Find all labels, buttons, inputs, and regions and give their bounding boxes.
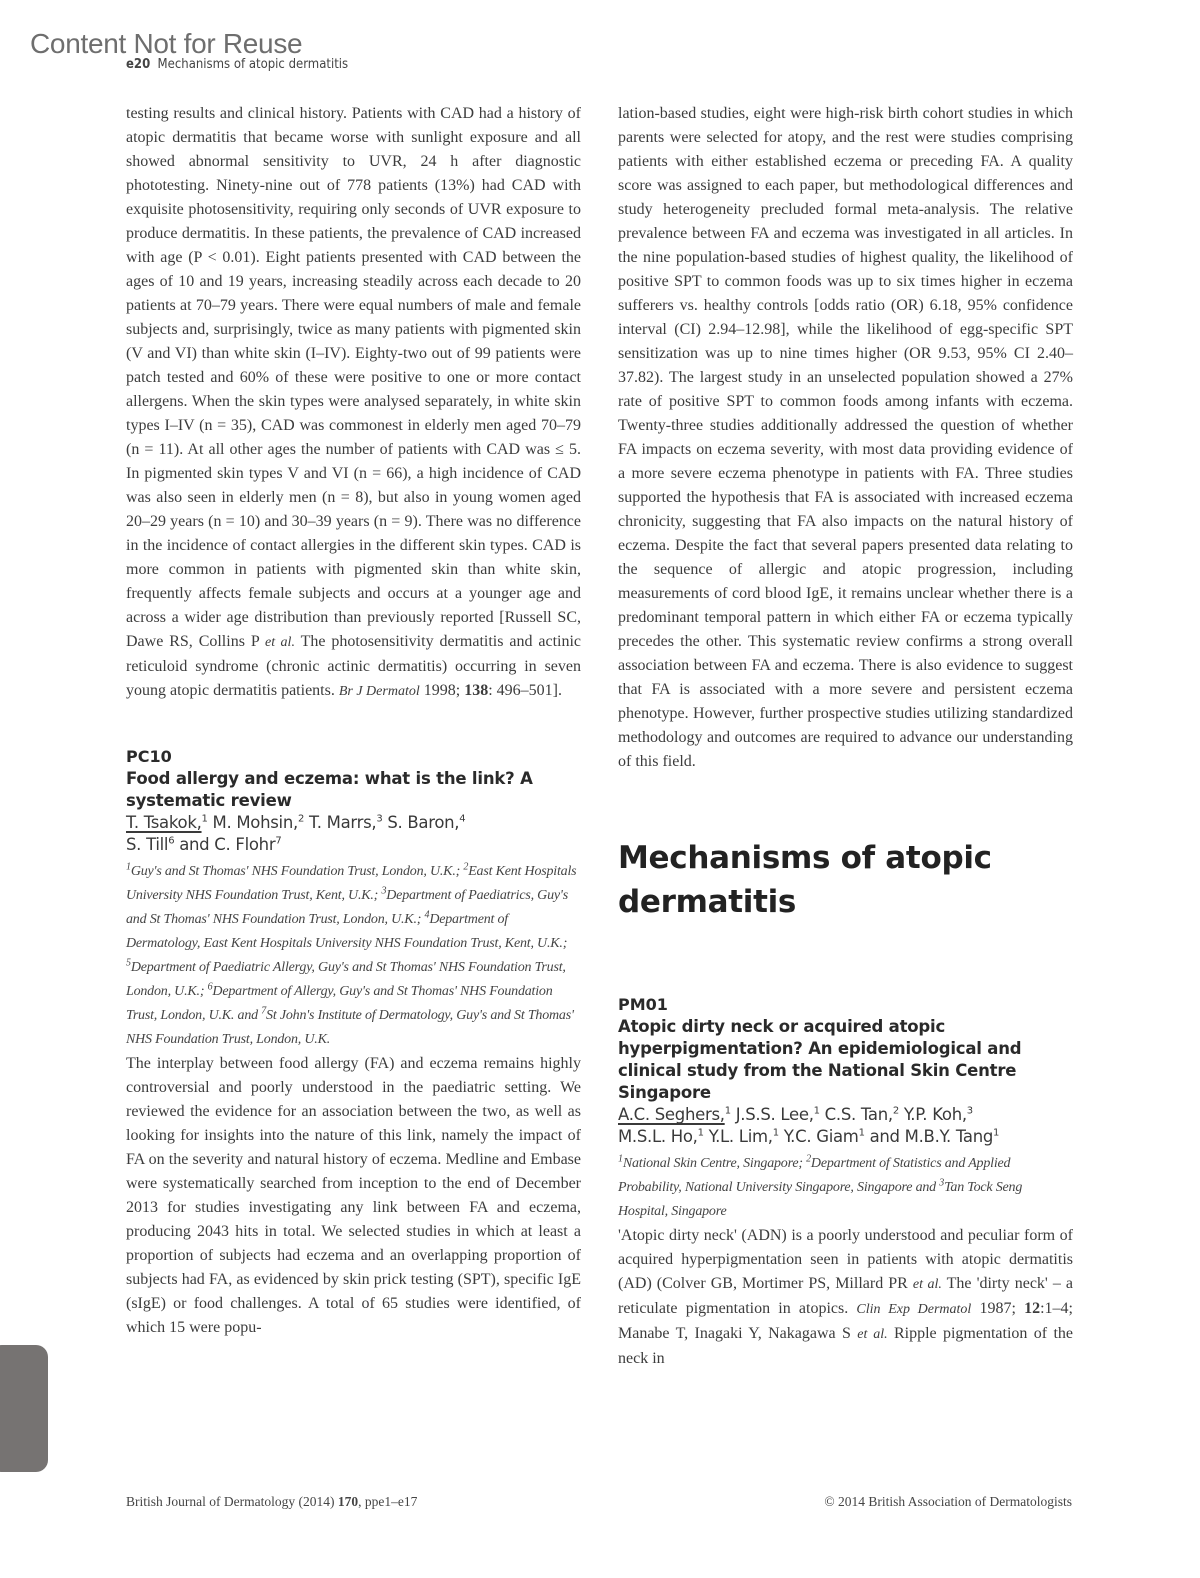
reference-year: 1987; — [971, 1300, 1025, 1317]
affil-sup: 5 — [126, 957, 131, 969]
affiliation: Department of Allergy, Guy's and St Thomas' NHS Foundation Trust, London, U.K. and — [126, 984, 553, 1023]
affil-sup: 1 — [126, 861, 131, 873]
body-text: The 'dirty neck' – a reticulate pigmentation in atopics. — [618, 1275, 1074, 1317]
footer-citation — [126, 1494, 417, 1510]
presenting-author: A.C. Seghers, — [618, 1105, 725, 1124]
reference-volume: 138 — [464, 682, 489, 699]
reference-volume: 12 — [1024, 1300, 1041, 1317]
author-sup: 7 — [275, 835, 282, 847]
continued-text: testing results and clinical history. Patients with CAD had a history of atopic dermatitis that became worse with sunlight exposure and all showed abnormal sensitivity to UVR, 24 h after diagnostic phototesting. Ninety-nine out of 778 patients (13%) had CAD with exquisite photosensitivity, requiring only seconds of UVR exposure to produce dermatitis. In these patients, the prevalence of CAD increased with age (P < 0.01). Eight patients presented with CAD between the ages of 10 and 19 years, increasing steadily across each decade to 20 patients at 70–79 years. There were equal numbers of male and female subjects and, surprisingly, twice as many patients with pigmented skin (V and VI) than white skin (I–IV). Eighty-two out of 99 patients were patch tested and 60% of these were positive to one or more contact allergens. When the skin types were analysed separately, in white skin types I–IV (n = 35), CAD was commonest in elderly men aged 70–79 (n = 11). At all other ages the number of patients with CAD was ≤ 5. In pigmented skin types V and VI (n = 66), a high incidence of CAD was also seen in elderly men (n = 8), but also in young women aged 20–29 years (n = 10) and 30–39 years (n = 9). There was no difference in the incidence of contact allergies in the different skin types. CAD is more common in patients with pigmented skin than white skin, frequently affects female subjects and occurs at a younger age and across a wider age distribution than previously reported [Russell SC, Dawe RS, Collins P — [126, 105, 581, 650]
affiliation: Department of Dermatology, East Kent Hospitals University NHS Foundation Trust, Kent, U.K.; — [126, 912, 568, 951]
abstract-title: Atopic dirty neck or acquired atopic hyperpigmentation? An epidemiological and clinical study from the National Skin Centre Singapore — [618, 1017, 1022, 1102]
abstract-title: Food allergy and eczema: what is the link? A systematic review — [126, 769, 533, 810]
et-al: et al. — [265, 635, 295, 650]
affiliation: St John's Institute of Dermatology, Guy's and St Thomas' NHS Foundation Trust, London, U.K. — [126, 1008, 574, 1047]
abstract-authors — [126, 812, 581, 856]
left-column — [126, 102, 581, 1340]
et-al: et al. — [857, 1327, 888, 1342]
body-text: :1–4; Manabe T, Inagaki Y, Nakagawa S — [618, 1300, 1073, 1342]
author-sup: 1 — [993, 1127, 1000, 1139]
author-sup: 1 — [772, 1127, 779, 1139]
affil-sup: 3 — [381, 885, 387, 897]
affiliation: Tan Tock Seng Hospital, Singapore — [618, 1180, 1023, 1219]
author-sup: 3 — [376, 813, 383, 825]
right-column — [618, 102, 1073, 1371]
author-sup: 1 — [201, 813, 208, 825]
abstract-id: PM01 — [618, 995, 668, 1014]
author-name: S. Till — [126, 835, 169, 854]
running-head — [126, 57, 348, 72]
author-sup: 3 — [966, 1105, 973, 1117]
author-sup: 1 — [813, 1105, 820, 1117]
affiliations — [618, 1152, 1073, 1224]
author-name: and C. Flohr — [174, 835, 276, 854]
affil-sup: 4 — [424, 909, 430, 921]
author-name: T. Marrs, — [304, 813, 377, 832]
footer-journal: British Journal of Dermatology (2014) — [126, 1494, 338, 1509]
abstract-body-continued: lation-based studies, eight were high-risk birth cohort studies in which parents were selected for atopy, and the rest were studies comprising patients with either established eczema or preceding FA. A quality score was assigned to each paper, but methodological differences and study heterogeneity precluded formal meta-analysis. The relative prevalence between FA and eczema was investigated in all articles. In the nine population-based studies of highest quality, the likelihood of positive SPT to common foods was up to six times higher in eczema sufferers vs. healthy controls [odds ratio (OR) 6.18, 95% confidence interval (CI) 2.94–12.98], while the likelihood of egg-specific SPT sensitization was up to nine times higher (OR 9.53, 95% CI 2.40–37.82). The largest study in an unselected population showed a 27% rate of positive SPT to common foods among infants with eczema. Twenty-three studies additionally addressed the question of whether FA impacts on eczema severity, with most data providing evidence of a more severe eczema phenotype in patients with FA. Three studies supported the hypothesis that FA is associated with increased eczema chronicity, suggesting that FA also impacts on the natural history of eczema. Despite the fact that several papers presented data relating to the sequence of allergic and atopic progression, including measurements of cord blood IgE, it remains unclear whether there is a predominant temporal pattern in which either FA or eczema typically precedes the other. This systematic review confirms a strong overall association between FA and eczema. There is also evidence to suggest that FA is associated with a more severe and persistent eczema phenotype. However, further prospective studies utilizing standardized methodology and outcomes are required to advance our understanding of this field. — [618, 105, 1073, 770]
affiliation: Department of Paediatrics, Guy's and St Thomas' NHS Foundation Trust, London, U.K.; — [126, 888, 568, 927]
affiliations — [126, 860, 581, 1052]
author-sup: 1 — [697, 1127, 704, 1139]
affil-sup: 2 — [463, 861, 469, 873]
author-name: S. Baron, — [382, 813, 460, 832]
author-sup: 1 — [858, 1127, 865, 1139]
footer-pages: , ppe1–e17 — [358, 1494, 418, 1509]
affil-sup: 2 — [806, 1153, 811, 1165]
body-text: 'Atopic dirty neck' (ADN) is a poorly understood and peculiar form of acquired hyperpigmentation seen in patients with atopic dermatitis (AD) (Colver GB, Mortimer PS, Millard PR — [618, 1227, 1073, 1292]
reference-pages: : 496–501]. — [488, 682, 562, 699]
affiliation: Department of Paediatric Allergy, Guy's and St Thomas' NHS Foundation Trust, London, U.K.; — [126, 960, 566, 999]
author-name: M. Mohsin, — [207, 813, 298, 832]
abstract-body — [618, 1224, 1073, 1371]
author-sup: 2 — [892, 1105, 899, 1117]
affiliation: Guy's and St Thomas' NHS Foundation Trust, London, U.K.; — [130, 864, 464, 879]
journal-name: Clin Exp Dermatol — [856, 1302, 972, 1317]
affil-sup: 3 — [939, 1177, 945, 1189]
author-sup: 2 — [297, 813, 304, 825]
author-name: M.S.L. Ho, — [618, 1127, 698, 1146]
watermark: Content Not for Reuse — [30, 28, 303, 59]
reference-year: 1998; — [419, 682, 465, 699]
continued-abstract-text — [126, 102, 581, 704]
author-sup: 6 — [168, 835, 175, 847]
affiliation: Department of Statistics and Applied Probability, National University Singapore, Singapore and — [618, 1156, 1011, 1195]
author-name: J.S.S. Lee, — [730, 1105, 814, 1124]
page-number: e20 — [126, 57, 151, 72]
author-sup: 1 — [724, 1105, 731, 1117]
footer-volume: 170 — [337, 1494, 359, 1509]
affil-sup: 1 — [618, 1153, 623, 1165]
author-name: and M.B.Y. Tang — [864, 1127, 994, 1146]
affil-sup: 7 — [261, 1005, 267, 1017]
reference-title: The photosensitivity dermatitis and actinic reticuloid syndrome (chronic actinic dermatitis) occurring in seven young atopic dermatitis patients. — [126, 633, 582, 699]
journal-name: Br J Dermatol — [338, 684, 420, 699]
affiliation: East Kent Hospitals University NHS Foundation Trust, Kent, U.K.; — [126, 864, 577, 903]
author-name: Y.P. Koh, — [898, 1105, 967, 1124]
body-text: Ripple pigmentation of the neck in — [618, 1325, 1073, 1367]
presenting-author: T. Tsakok, — [126, 813, 202, 832]
affiliation: National Skin Centre, Singapore; — [622, 1156, 807, 1171]
footer-copyright: © 2014 British Association of Dermatologists — [824, 1494, 1072, 1509]
abstract-id: PC10 — [126, 747, 172, 766]
author-sup: 4 — [459, 813, 466, 825]
author-name: C.S. Tan, — [819, 1105, 893, 1124]
affil-sup: 6 — [207, 981, 213, 993]
running-head-section: Mechanisms of atopic dermatitis — [157, 57, 349, 72]
abstract-authors — [618, 1104, 1073, 1148]
side-thumb-tab — [0, 1345, 48, 1472]
section-heading: Mechanisms of atopic dermatitis — [618, 840, 992, 920]
author-name: Y.L. Lim, — [703, 1127, 773, 1146]
et-al: et al. — [912, 1277, 942, 1292]
abstract-body: The interplay between food allergy (FA) and eczema remains highly controversial and poorly understood in the paediatric setting. We reviewed the evidence for an association between the two, as well as looking for insights into the nature of this link, namely the impact of FA on the severity and natural history of eczema. Medline and Embase were systematically searched from inception to the end of December 2013 for studies investigating any link between FA and eczema, producing 2043 hits in total. We selected studies in which at least a proportion of subjects had eczema and an overlapping proportion of subjects had FA, as evidenced by skin prick testing (SPT), specific IgE (sIgE) or food challenges. A total of 65 studies were identified, of which 15 were popu- — [126, 1055, 581, 1336]
author-name: Y.C. Giam — [778, 1127, 859, 1146]
